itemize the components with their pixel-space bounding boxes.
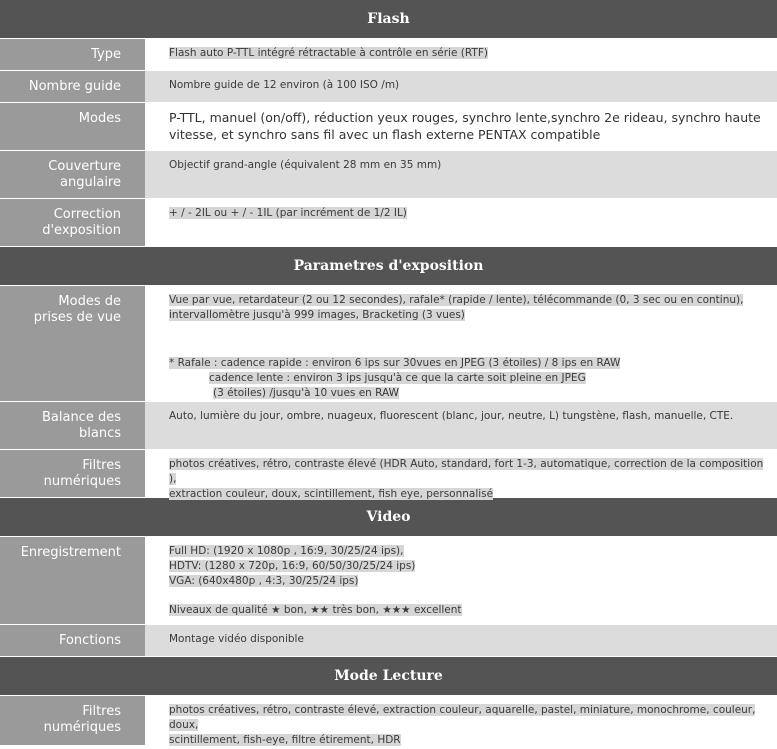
value-text: Nombre guide de 12 environ (à 100 ISO /m) [169,79,400,91]
row-label [0,199,145,246]
value-text: VGA: (640x480p , 4:3, 30/25/24 ips) [169,575,359,587]
row-label [0,402,145,449]
row-value [145,151,777,198]
value-text: scintillement, fish-eye, filtre étirement, HDR [169,734,401,746]
quality-very-good: très bon, [332,604,379,616]
label-line: d'exposition [42,223,121,238]
row-flash-modes [0,103,777,151]
row-value [145,286,777,401]
star-icon: ★★★ [382,604,411,616]
section-header-video: Video [0,498,777,537]
value-text: extraction couleur, doux, scintillement, fish eye, personnalisé [169,488,494,500]
row-label [0,696,145,745]
value-text: Montage vidéo disponible [169,633,304,645]
row-exposure-filters [0,450,777,498]
value-text: intervallomètre jusqu'à 999 images, Bracketing (3 vues) [169,309,465,321]
value-text: Auto, lumière du jour, ombre, nuageux, fluorescent (blanc, jour, neutre, L) tungstène, flash, manuelle, CTE. [169,410,734,422]
label-line: Couverture [48,159,121,174]
value-text: Vue par vue, retardateur (2 ou 12 secondes), rafale* (rapide / lente), télécommande (0, 3 sec ou en continu), [169,294,744,306]
value-text: Flash auto P-TTL intégré rétractable à contrôle en série (RTF) [169,47,488,59]
quality-good: bon, [283,604,307,616]
label-line: numériques [43,474,121,489]
row-value [145,39,777,70]
row-value [145,402,777,449]
section-header-exposure: Parametres d'exposition [0,247,777,286]
row-flash-type [0,39,777,71]
row-label: Modes [0,103,145,150]
value-text: Full HD: (1920 x 1080p , 16:9, 30/25/24 ips), [169,545,404,557]
value-text: P-TTL, manuel (on/off), réduction yeux rouges, synchro lente,synchro 2e rideau, synchro haute vitesse, et synchro sans fil avec un flash externe PENTAX compatible [169,110,761,142]
row-value [145,71,777,102]
row-flash-coverage [0,151,777,199]
row-value [145,450,777,500]
label-line: numériques [43,720,121,735]
value-text: cadence lente : environ 3 ips jusqu'à ce que la carte soit pleine en JPEG [209,372,586,384]
section-header-flash: Flash [0,0,777,39]
row-flash-correction [0,199,777,247]
star-icon: ★★ [310,604,330,616]
label-line: angulaire [60,175,121,190]
star-icon: ★ [271,604,281,616]
value-text: + / - 2IL ou + / - 1IL (par incrément de 1/2 IL) [169,207,407,219]
row-label: Fonctions [0,625,145,656]
row-flash-guide [0,71,777,103]
row-playback-filters [0,696,777,746]
label-line: Filtres [82,458,121,473]
row-video-functions [0,625,777,657]
value-text: Objectif grand-angle (équivalent 28 mm en 35 mm) [169,159,442,171]
row-exposure-modes [0,286,777,402]
label-line: Filtres [82,704,121,719]
row-label [0,286,145,401]
section-header-playback: Mode Lecture [0,657,777,696]
row-value [145,625,777,656]
row-label [0,450,145,497]
value-text: HDTV: (1280 x 720p, 16:9, 60/50/30/25/24 ips) [169,560,416,572]
value-text: photos créatives, rétro, contraste élevé, extraction couleur, aquarelle, pastel, miniature, monochrome, couleur, doux, [169,704,756,731]
row-value [145,199,777,246]
row-exposure-wb [0,402,777,450]
label-line: Balance des [41,410,121,425]
row-value [145,696,777,745]
row-label: Type [0,39,145,70]
value-text: * Rafale : cadence rapide : environ 6 ips sur 30vues en JPEG (3 étoiles) / 8 ips en RAW [169,357,621,369]
quality-prefix: Niveaux de qualité [169,604,268,616]
row-value [145,537,777,624]
row-label [0,151,145,198]
row-video-recording [0,537,777,625]
value-text: photos créatives, rétro, contraste élevé (HDR Auto, standard, fort 1-3, automatique, correction de la composition ), [169,458,764,485]
label-line: prises de vue [33,310,121,325]
quality-excellent: excellent [413,604,462,616]
label-line: Modes de [58,294,121,309]
quality-levels [169,604,462,616]
row-label: Enregistrement [0,537,145,624]
label-line: blancs [79,426,121,441]
row-value [145,103,777,150]
row-label: Nombre guide [0,71,145,102]
label-line: Correction [53,207,121,222]
value-text: (3 étoiles) /jusqu'à 10 vues en RAW [213,387,400,399]
